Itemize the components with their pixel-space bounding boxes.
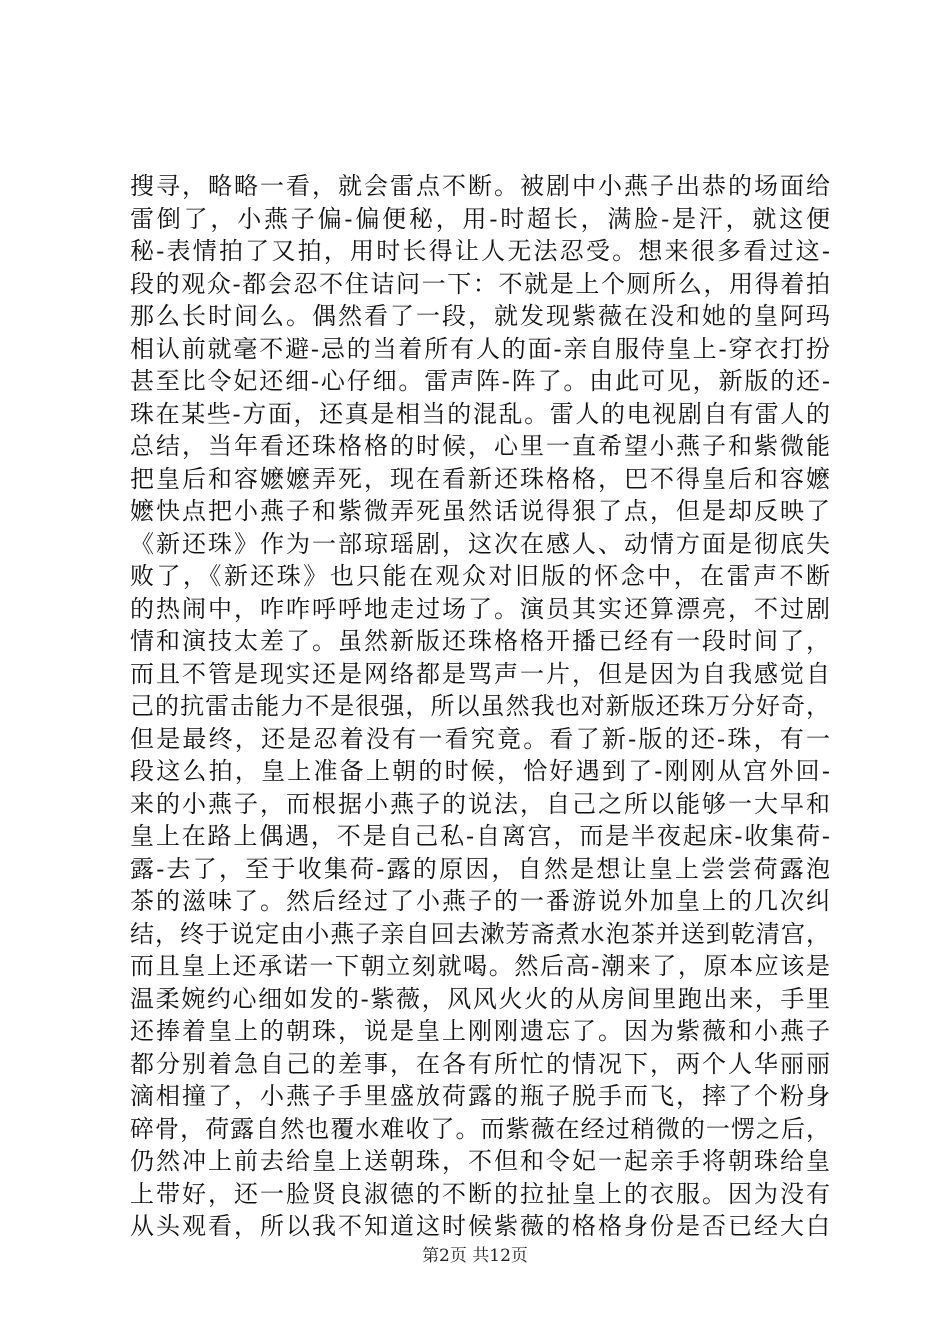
text-line-1: 搜寻，略略一看，就会雷点不断。被剧中小燕子出恭的场面给 bbox=[130, 172, 830, 200]
text-line-20: 来的小燕子，而根据小燕子的说法，自己之所以能够一大早和 bbox=[130, 789, 830, 818]
text-line-7: 甚至比令妃还细-心仔细。雷声阵-阵了。由此可见，新版的还- bbox=[130, 367, 830, 395]
text-line-15: 情和演技太差了。虽然新版还珠格格开播已经有一段时间了， bbox=[130, 627, 830, 655]
text-line-18: 但是最终，还是忍着没有一看究竟。看了新-版的还-珠，有一 bbox=[130, 724, 830, 753]
text-line-32: 上带好，还一脸贤良淑德的不断的拉扯皇上的衣服。因为没有 bbox=[130, 1179, 830, 1208]
text-line-19: 段这么拍，皇上准备上朝的时候，恰好遇到了-刚刚从宫外回- bbox=[130, 757, 830, 785]
text-line-14: 的热闹中，咋咋呼呼地走过场了。演员其实还算漂亮，不过剧 bbox=[130, 594, 830, 623]
text-line-29: 滴相撞了，小燕子手里盛放荷露的瓶子脱手而飞，摔了个粉身 bbox=[130, 1082, 830, 1110]
text-line-13: 败了，《新还珠》也只能在观众对旧版的怀念中，在雷声不断 bbox=[130, 562, 830, 590]
text-line-6: 相认前就毫不避-忌的当着所有人的面-亲自服侍皇上-穿衣打扮 bbox=[130, 334, 830, 363]
text-line-4: 段的观众-都会忍不住诘问一下：不就是上个厕所么，用得着拍 bbox=[130, 269, 830, 298]
text-line-25: 而且皇上还承诺一下朝立刻就喝。然后高-潮来了，原本应该是 bbox=[130, 952, 830, 980]
page-footer: 第2页 共12页 bbox=[422, 1246, 528, 1266]
text-line-12: 《新还珠》作为一部琼瑶剧，这次在感人、动情方面是彻底失 bbox=[130, 529, 830, 558]
text-line-31: 仍然冲上前去给皇上送朝珠，不但和令妃一起亲手将朝珠给皇 bbox=[130, 1147, 830, 1175]
text-line-28: 都分别着急自己的差事，在各有所忙的情况下，两个人华丽丽 bbox=[130, 1049, 830, 1078]
text-line-2: 雷倒了，小燕子偏-偏便秘，用-时超长，满脸-是汗，就这便 bbox=[130, 204, 830, 233]
text-line-9: 总结，当年看还珠格格的时候，心里一直希望小燕子和紫微能 bbox=[130, 432, 830, 460]
text-line-27: 还捧着皇上的朝珠，说是皇上刚刚遗忘了。因为紫薇和小燕子 bbox=[130, 1017, 830, 1045]
text-line-8: 珠在某些-方面，还真是相当的混乱。雷人的电视剧自有雷人的 bbox=[130, 399, 830, 428]
text-line-3: 秘-表情拍了又拍，用时长得让人无法忍受。想来很多看过这- bbox=[130, 237, 830, 265]
text-line-11: 嬷快点把小燕子和紫微弄死虽然话说得狠了点，但是却反映了 bbox=[130, 497, 830, 525]
body-text bbox=[130, 170, 830, 1243]
text-line-26: 温柔婉约心细如发的-紫薇，风风火火的从房间里跑出来，手里 bbox=[130, 984, 830, 1013]
text-line-23: 茶的滋味了。然后经过了小燕子的一番游说外加皇上的几次纠 bbox=[130, 887, 830, 915]
text-line-33: 从头观看，所以我不知道这时候紫薇的格格身份是否已经大白 bbox=[130, 1212, 830, 1240]
text-line-10: 把皇后和容嬷嬷弄死，现在看新还珠格格，巴不得皇后和容嬷 bbox=[130, 464, 830, 493]
text-line-17: 己的抗雷击能力不是很强，所以虽然我也对新版还珠万分好奇， bbox=[130, 692, 830, 720]
text-line-16: 而且不管是现实还是网络都是骂声一片，但是因为自我感觉自 bbox=[130, 659, 830, 688]
text-line-22: 露-去了，至于收集荷-露的原因，自然是想让皇上尝尝荷露泡 bbox=[130, 854, 830, 883]
text-line-30: 碎骨，荷露自然也覆水难收了。而紫薇在经过稍微的一愣之后， bbox=[130, 1114, 830, 1143]
text-line-21: 皇上在路上偶遇，不是自己私-自离宫，而是半夜起床-收集荷- bbox=[130, 822, 830, 850]
text-line-24: 结，终于说定由小燕子亲自回去漱芳斋煮水泡茶并送到乾清宫， bbox=[130, 919, 830, 948]
text-line-5: 那么长时间么。偶然看了一段，就发现紫薇在没和她的皇阿玛 bbox=[130, 302, 830, 330]
